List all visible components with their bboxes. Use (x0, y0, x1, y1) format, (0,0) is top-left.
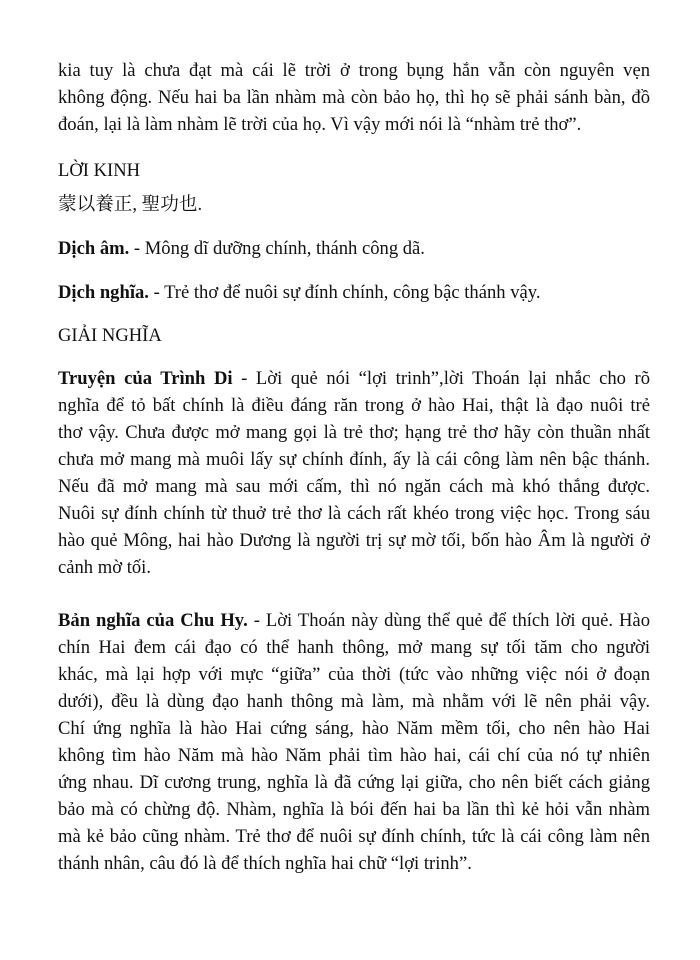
text-line: nghĩa để tỏ bất chính là điều đáng răn trong ở hào Hai, thật là đạo nuôi trẻ (58, 395, 650, 416)
text-line: thơ vậy. Chưa được mở mang gọi là trẻ thơ; hạng trẻ thơ hãy còn thuần nhất (58, 422, 650, 443)
text-line: LỜI KINH (58, 160, 141, 181)
text-line: 蒙以養正, 聖功也. (58, 194, 203, 215)
heading-loi-kinh (58, 157, 650, 184)
chinese-text (58, 191, 650, 218)
text-line: chưa mở mang mà muôi lấy sự chính đính, ấy là cái công làm nên bậc thánh. (58, 449, 650, 470)
text-line (58, 235, 650, 262)
text-line: kia tuy là chưa đạt mà cái lẽ trời ở trong bụng hắn vẫn còn nguyên vẹn (58, 60, 650, 81)
ban-nghia-chu-hy (58, 607, 650, 877)
text-line: chín Hai đem cái đạo có thể hanh thông, mở mang sự tối tăm cho người (58, 637, 650, 658)
text-line: dưới), đều là dùng đạo hanh thông mà làm, mà nhằm với lẽ nên phải vậy. (58, 691, 650, 712)
dich-nghia (58, 279, 650, 306)
lead-label: Bản nghĩa của Chu Hy. (58, 610, 248, 631)
text-line: bảo mà có chừng độ. Nhàm, nghĩa là bói đến hai ba lần thì kẻ hỏi vẫn nhàm (58, 799, 650, 820)
dich-am (58, 235, 650, 262)
text-line: hào quẻ Mông, hai hào Dương là người trị sự mờ tối, bốn hào Âm là người ở (58, 530, 650, 551)
line-text: - Mông dĩ dưỡng chính, thánh công dã. (129, 238, 425, 259)
text-line (58, 365, 650, 392)
lead-label: Truyện của Trình Di (58, 368, 233, 389)
text-line: đoán, lại là làm nhàm lẽ trời của họ. Vì vậy mới nói là “nhàm trẻ thơ”. (58, 114, 582, 135)
text-line: Nếu đã mở mang mà sau mới cấm, thì nó ngăn cách mà khó thắng được. (58, 476, 650, 497)
lead-label: Dịch nghĩa. (58, 282, 149, 303)
text-line: cảnh mờ tối. (58, 557, 151, 578)
line-text: - Lời quẻ nói “lợi trinh”,lời Thoán lại nhắc cho rõ (232, 368, 650, 389)
paragraph-intro (58, 57, 650, 138)
text-line: GIẢI NGHĨA (58, 325, 162, 346)
text-line: ứng nhau. Dĩ cương trung, nghĩa là đã cứng lại giữa, cho nên biết cách giảng (58, 772, 650, 793)
text-line: Nuôi sự đính chính từ thuở trẻ thơ là cách rất khéo trong việc học. Trong sáu (58, 503, 650, 524)
truyen-trinh-di (58, 365, 650, 581)
text-line: không tìm hào Năm mà hào Năm phải tìm hào hai, cái chí của nó tự nhiên (58, 745, 650, 766)
text-line: thánh nhân, câu đó là để thích nghĩa hai chữ “lợi trinh”. (58, 853, 472, 874)
line-text: - Lời Thoán này dùng thể quẻ để thích lời quẻ. Hào (247, 610, 650, 631)
line-text: - Trẻ thơ để nuôi sự đính chính, công bậc thánh vậy. (148, 282, 541, 303)
text-line (58, 279, 650, 306)
lead-label: Dịch âm. (58, 238, 130, 259)
heading-giai-nghia (58, 322, 650, 349)
text-line: không động. Nếu hai ba lần nhàm mà còn bảo họ, thì họ sẽ phải sánh bàn, đồ (58, 87, 650, 108)
text-line: mà kẻ bảo cũng nhàm. Trẻ thơ để nuôi sự đính chính, tức là cái công làm nên (58, 826, 650, 847)
text-line: khác, mà lại hợp với mực “giữa” của thời (tức vào những việc nói ở đoạn (58, 664, 650, 685)
text-line (58, 607, 650, 634)
text-line: Chí ứng nghĩa là hào Hai cứng sáng, hào Năm mềm tối, cho nên hào Hai (58, 718, 650, 739)
